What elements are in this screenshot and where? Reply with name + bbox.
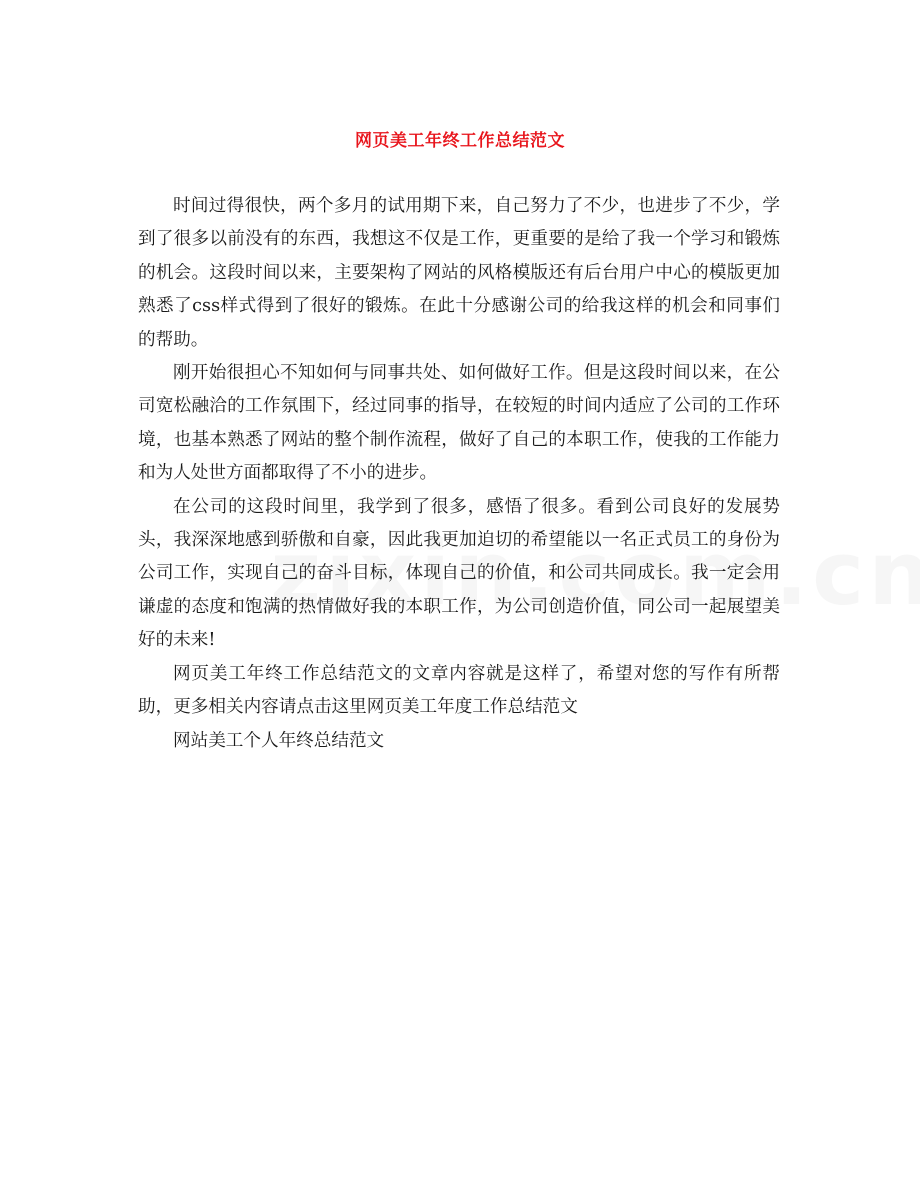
document-title: 网页美工年终工作总结范文 [355,131,565,151]
paragraph-5: 网站美工个人年终总结范文 [173,730,385,751]
paragraph-4: 网页美工年终工作总结范文的文章内容就是这样了，希望对您的写作有所帮助，更多相关内容请点击这里网页美工年度工作总结范文 [138,663,780,718]
paragraph-2: 刚开始很担心不知如何与同事共处、如何做好工作。但是这段时间以来，在公司宽松融洽的工作氛围下，经过同事的指导，在较短的时间内适应了公司的工作环境，也基本熟悉了网站的整个制作流程，做好了自己的本职工作，使我的工作能力和为人处世方面都取得了不小的进步。 [138,363,780,484]
document-body [138,190,780,758]
paragraph-3: 在公司的这段时间里，我学到了很多，感悟了很多。看到公司良好的发展势头，我深深地感到骄傲和自豪，因此我更加迫切的希望能以一名正式员工的身份为公司工作，实现自己的奋斗目标，体现自己的价值，和公司共同成长。我一定会用谦虚的态度和饱满的热情做好我的本职工作，为公司创造价值，同公司一起展望美好的未来! [138,496,780,651]
paragraph-1: 时间过得很快，两个多月的试用期下来，自己努力了不少，也进步了不少，学到了很多以前没有的东西，我想这不仅是工作，更重要的是给了我一个学习和锻炼的机会。这段时间以来，主要架构了网站的风格模版还有后台用户中心的模版更加熟悉了css样式得到了很好的锻炼。在此十分感谢公司的给我这样的机会和同事们的帮助。 [138,196,780,350]
